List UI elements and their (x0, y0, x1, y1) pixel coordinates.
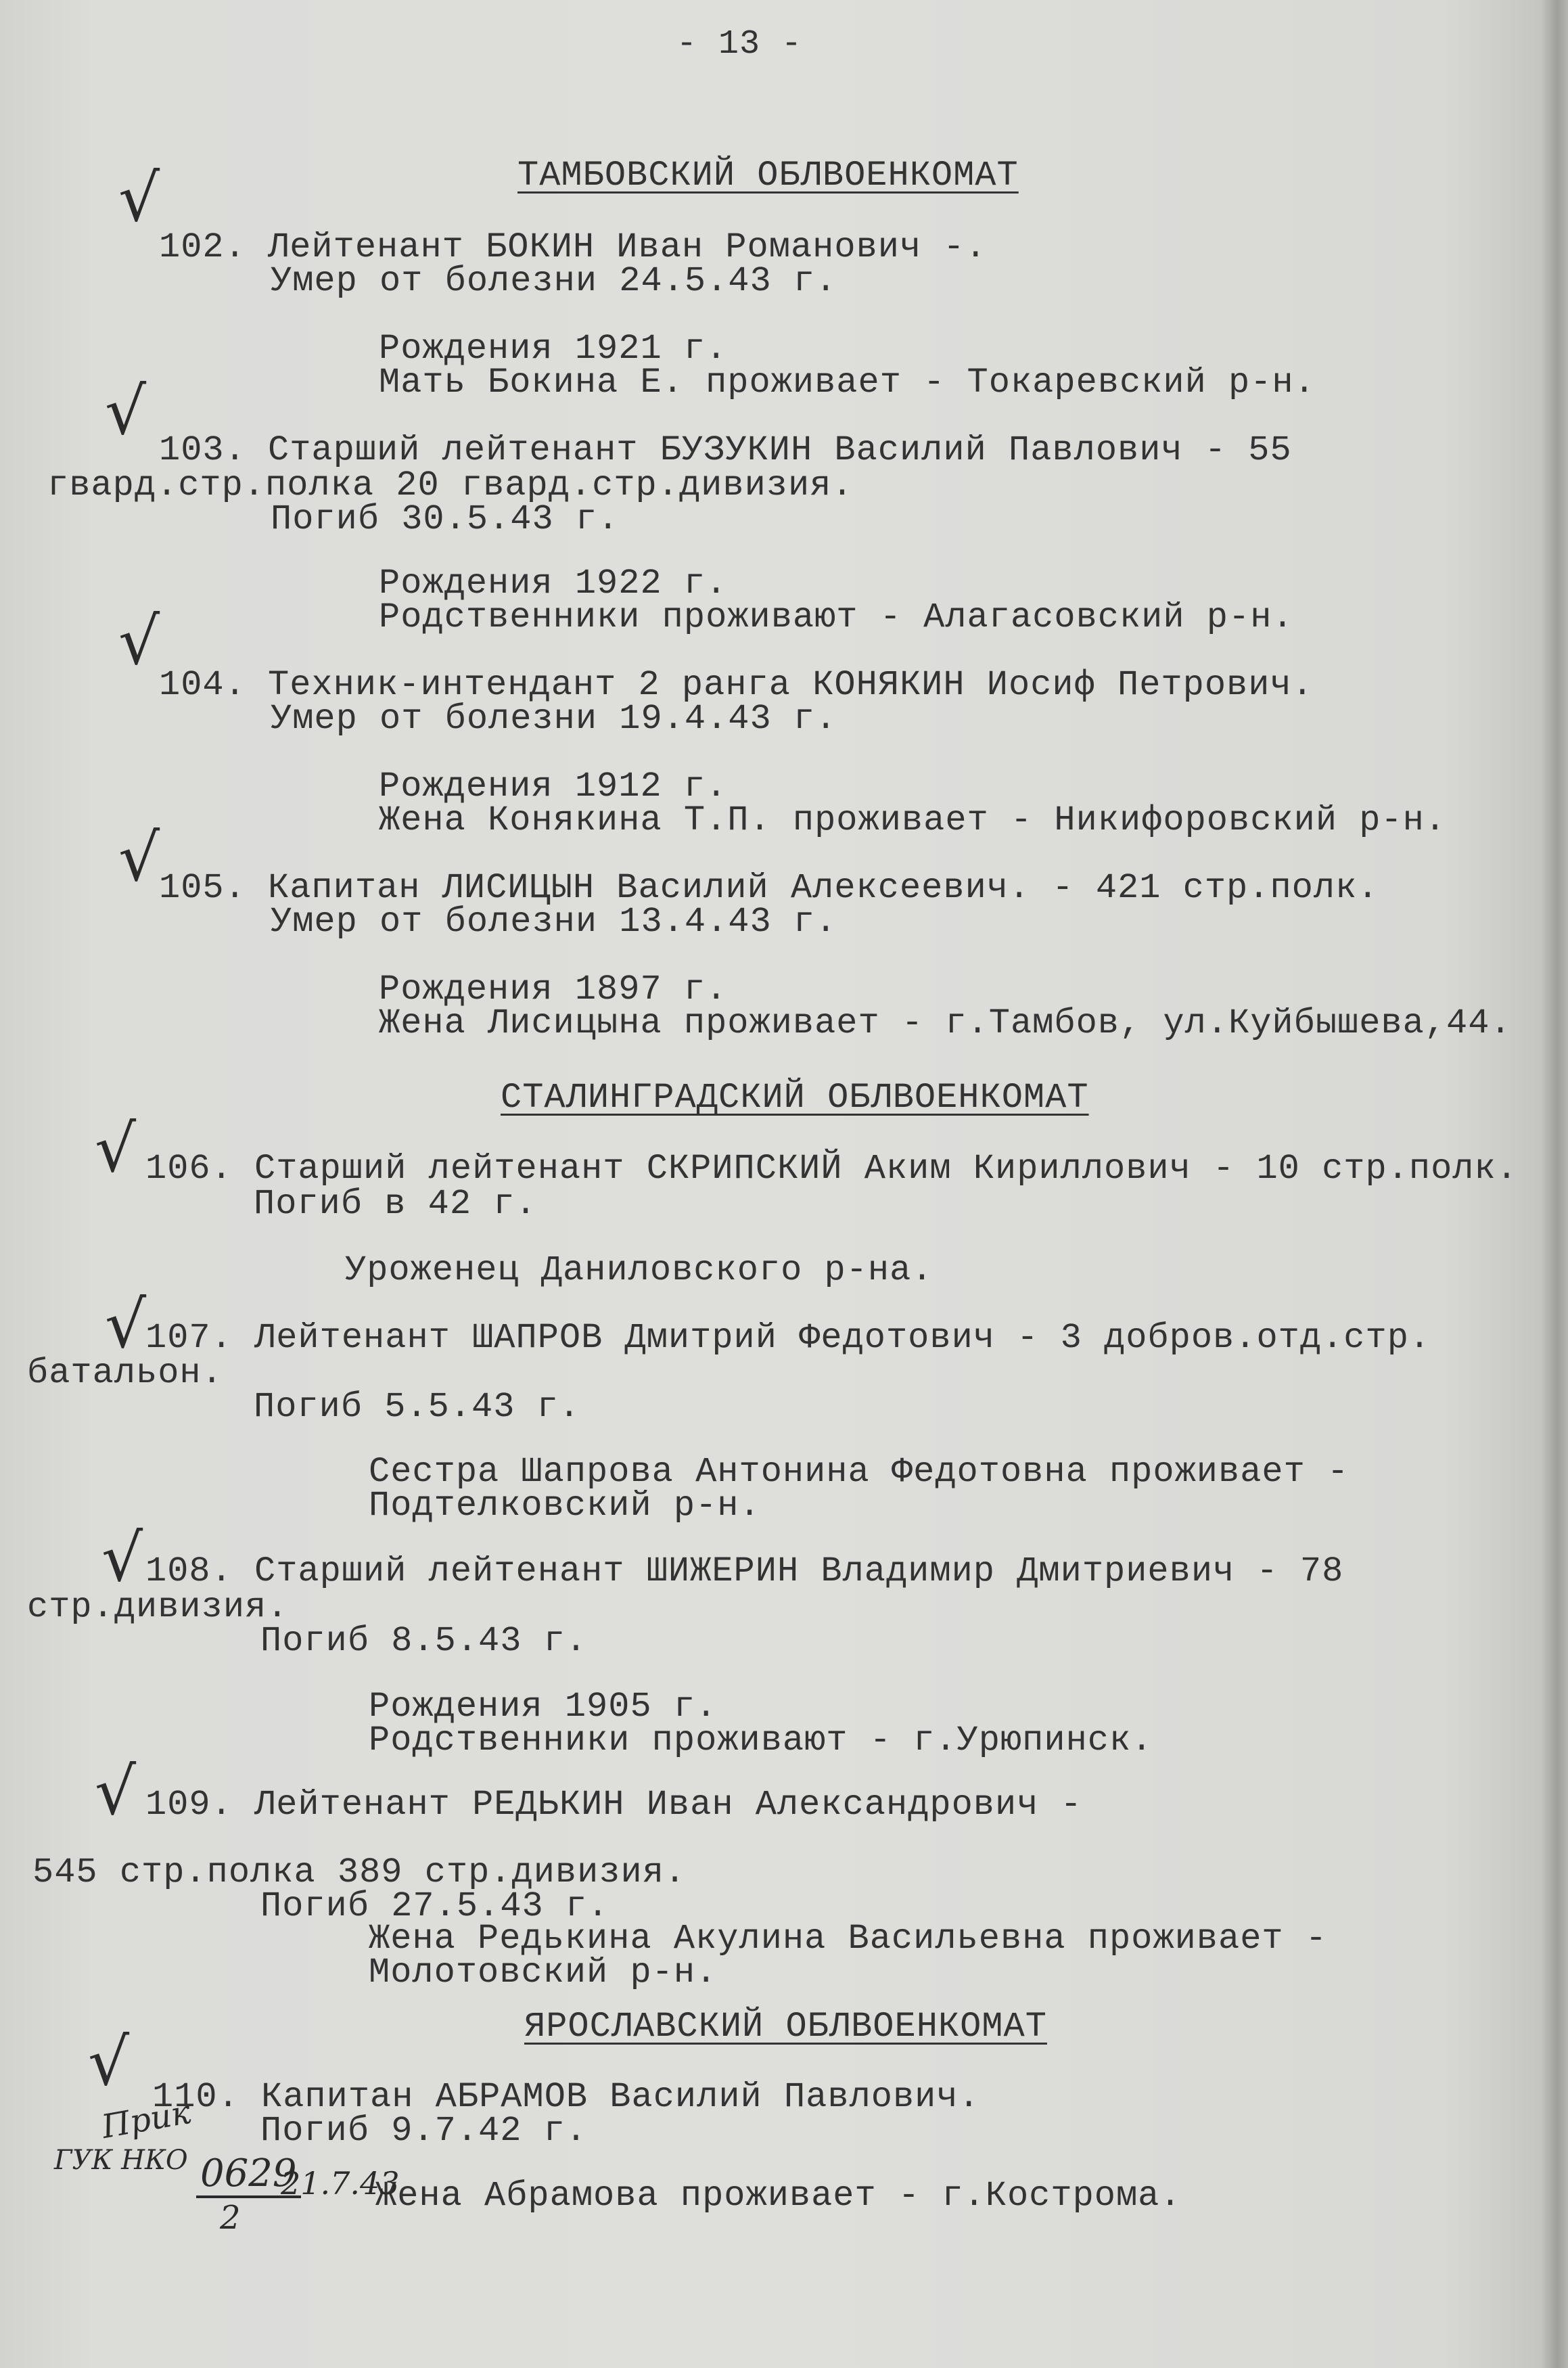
entry-104-line-3: Рождения 1912 г. (379, 767, 728, 806)
entry-106-line-1: 106. Старший лейтенант СКРИПСКИЙ Аким Кириллович - 10 стр.полк. (145, 1149, 1518, 1189)
checkmark-icon: √ (105, 1287, 147, 1363)
entry-102-line-2: Умер от болезни 24.5.43 г. (271, 261, 837, 301)
entry-105-line-2: Умер от болезни 13.4.43 г. (271, 902, 837, 942)
entry-109-line-5: Молотовский р-н. (369, 1953, 718, 1993)
entry-104-line-1: 104. Техник-интендант 2 ранга КОНЯКИН Иосиф Петрович. (159, 665, 1314, 705)
section-heading-tambov: ТАМБОВСКИЙ ОБЛВОЕНКОМАТ (517, 156, 1019, 196)
entry-108-line-3: Погиб 8.5.43 г. (260, 1621, 588, 1661)
entry-107-line-5: Подтелковский р-н. (369, 1486, 761, 1526)
entry-103-line-5: Родственники проживают - Алагасовский р-н. (379, 597, 1294, 637)
entry-105-line-3: Рождения 1897 г. (379, 970, 728, 1009)
entry-104-line-2: Умер от болезни 19.4.43 г. (271, 699, 837, 739)
entry-102-line-4: Мать Бокина Е. проживает - Токаревский р-н. (379, 363, 1316, 403)
checkmark-icon: √ (118, 160, 160, 236)
checkmark-icon: √ (118, 604, 160, 679)
entry-110-line-1: 110. Капитан АБРАМОВ Василий Павлович. (152, 2077, 980, 2117)
entry-106-line-2: Погиб в 42 г. (254, 1184, 537, 1224)
entry-104-line-4: Жена Конякина Т.П. проживает - Никифоровский р-н. (379, 800, 1447, 840)
entry-106-line-3: Уроженец Даниловского р-на. (345, 1250, 933, 1290)
checkmark-icon: √ (95, 1754, 137, 1829)
entry-105-line-4: Жена Лисицына проживает - г.Тамбов, ул.Куйбышева,44. (379, 1003, 1512, 1043)
entry-103-line-2: гвард.стр.полка 20 гвард.стр.дивизия. (47, 465, 854, 505)
handwritten-note-date: 21.7.43 (281, 2165, 400, 2202)
entry-103-line-4: Рождения 1922 г. (379, 564, 728, 604)
section-heading-yaroslavl: ЯРОСЛАВСКИЙ ОБЛВОЕНКОМАТ (524, 2007, 1047, 2047)
entry-107-line-1: 107. Лейтенант ШАПРОВ Дмитрий Федотович - 3 добров.отд.стр. (145, 1318, 1431, 1358)
section-heading-stalingrad: СТАЛИНГРАДСКИЙ ОБЛВОЕНКОМАТ (501, 1078, 1089, 1118)
entry-107-line-3: Погиб 5.5.43 г. (254, 1387, 581, 1427)
entry-109-line-1: 109. Лейтенант РЕДЬКИН Иван Александрович - (145, 1785, 1082, 1825)
handwritten-note-denominator: 2 (220, 2199, 241, 2237)
entry-108-line-5: Родственники проживают - г.Урюпинск. (369, 1721, 1153, 1760)
handwritten-note-left: ГУК НКО (54, 2145, 188, 2176)
entry-108-line-2: стр.дивизия. (27, 1587, 289, 1627)
handwritten-note-top: Прик (99, 2093, 194, 2147)
checkmark-icon: √ (105, 373, 147, 449)
entry-108-line-1: 108. Старший лейтенант ШИЖЕРИН Владимир Дмитриевич - 78 (145, 1551, 1344, 1591)
entry-102-line-3: Рождения 1921 г. (379, 329, 728, 369)
entry-110-line-2: Погиб 9.7.42 г. (260, 2111, 588, 2151)
entry-103-line-3: Погиб 30.5.43 г. (271, 499, 620, 539)
entry-103-line-1: 103. Старший лейтенант БУЗУКИН Василий Павлович - 55 (159, 430, 1292, 470)
checkmark-icon: √ (118, 820, 160, 896)
entry-110-line-3: Жена Абрамова проживает - г.Кострома. (375, 2176, 1182, 2216)
entry-107-line-4: Сестра Шапрова Антонина Федотовна проживает - (369, 1452, 1350, 1492)
handwritten-note-number: 0629 (196, 2151, 301, 2198)
entry-105-line-1: 105. Капитан ЛИСИЦЫН Василий Алексеевич. - 421 стр.полк. (159, 868, 1379, 908)
entry-109-line-3: Погиб 27.5.43 г. (260, 1886, 609, 1926)
entry-109-line-2: 545 стр.полка 389 стр.дивизия. (32, 1852, 687, 1892)
entry-107-line-2: батальон. (27, 1353, 223, 1393)
entry-108-line-4: Рождения 1905 г. (369, 1687, 718, 1727)
page-number: - 13 - (676, 25, 803, 64)
checkmark-icon: √ (88, 2024, 130, 2100)
entry-109-line-4: Жена Редькина Акулина Васильевна проживает - (369, 1919, 1328, 1959)
checkmark-icon: √ (95, 1111, 137, 1187)
entry-102-line-1: 102. Лейтенант БОКИН Иван Романович -. (159, 227, 987, 267)
page-binding-edge (1541, 0, 1568, 2368)
checkmark-icon: √ (101, 1520, 143, 1596)
